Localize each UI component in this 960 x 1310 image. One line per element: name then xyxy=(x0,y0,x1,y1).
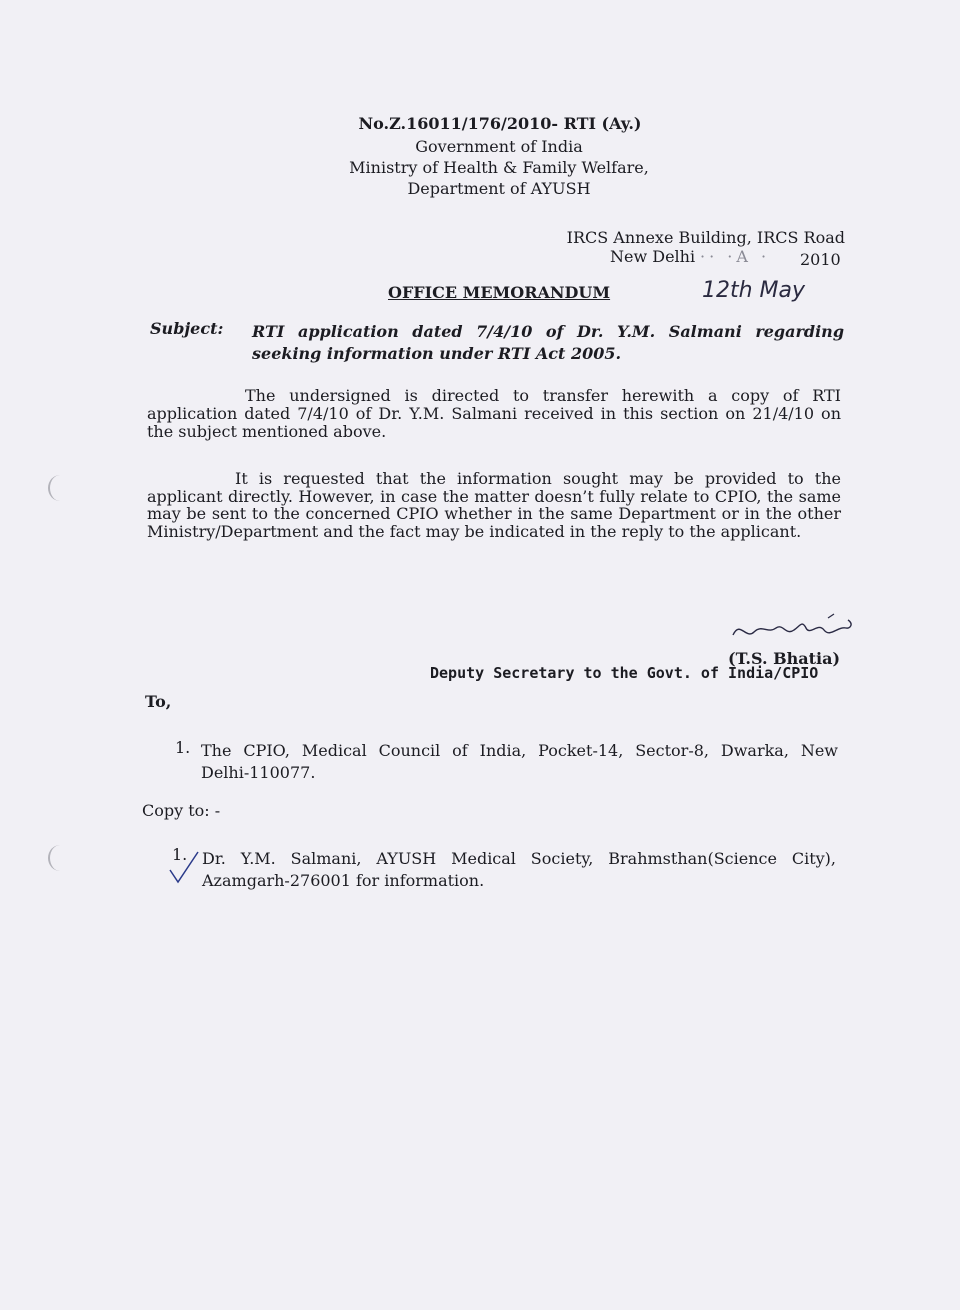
to-item-line-2: Delhi-110077. xyxy=(201,763,316,782)
body-paragraph-1: The undersigned is directed to transfer herewith a copy of RTI application dated 7/4/10 of Dr. Y.M. Salmani received in this section on 21/4/10 on the subject mentioned above. xyxy=(147,386,841,441)
punch-hole-bottom xyxy=(48,845,72,871)
copy-to-item-line-2: Azamgarh-276001 for information. xyxy=(202,871,485,890)
to-item-number: 1. xyxy=(175,738,191,757)
copy-to-label: Copy to: - xyxy=(142,801,221,820)
copy-to-item-number: 1. xyxy=(172,845,188,864)
ministry-line: Ministry of Health & Family Welfare, xyxy=(349,158,649,177)
department-line: Department of AYUSH xyxy=(407,179,591,198)
address-year: 2010 xyxy=(800,250,841,269)
copy-to-item-line-1: Dr. Y.M. Salmani, AYUSH Medical Society, Brahmsthan(Science City), xyxy=(202,849,836,868)
date-smudge: ·· ·A · xyxy=(700,247,771,266)
subject-label: Subject: xyxy=(150,319,224,338)
reference-number: No.Z.16011/176/2010- RTI (Ay.) xyxy=(358,114,642,133)
signatory-name: (T.S. Bhatia) xyxy=(728,649,841,668)
signature-scribble xyxy=(728,610,858,650)
subject-line-1: RTI application dated 7/4/10 of Dr. Y.M. Salmani regarding xyxy=(252,322,844,341)
signatory-designation: Deputy Secretary to the Govt. of India/CPIO xyxy=(430,664,819,682)
to-label: To, xyxy=(145,692,172,711)
handwritten-date: 12th May xyxy=(702,278,806,303)
address-line-1: IRCS Annexe Building, IRCS Road xyxy=(566,228,845,247)
subject-line-2: seeking information under RTI Act 2005. xyxy=(252,344,622,363)
checkmark-icon xyxy=(168,850,204,886)
government-line: Government of India xyxy=(415,137,583,156)
punch-hole-top xyxy=(48,475,72,501)
address-city: New Delhi xyxy=(610,247,696,266)
body-paragraph-2: It is requested that the information sought may be provided to the applicant directly. However, in case the matter doesn’t fully relate to CPIO, the same may be sent to the concerned CPIO whether in the same Department or in the other Ministry/Department and the fact may be indicated in the reply to the applicant. xyxy=(147,469,841,541)
memo-title: OFFICE MEMORANDUM xyxy=(388,283,611,302)
to-item-line-1: The CPIO, Medical Council of India, Pocket-14, Sector-8, Dwarka, New xyxy=(201,741,838,760)
